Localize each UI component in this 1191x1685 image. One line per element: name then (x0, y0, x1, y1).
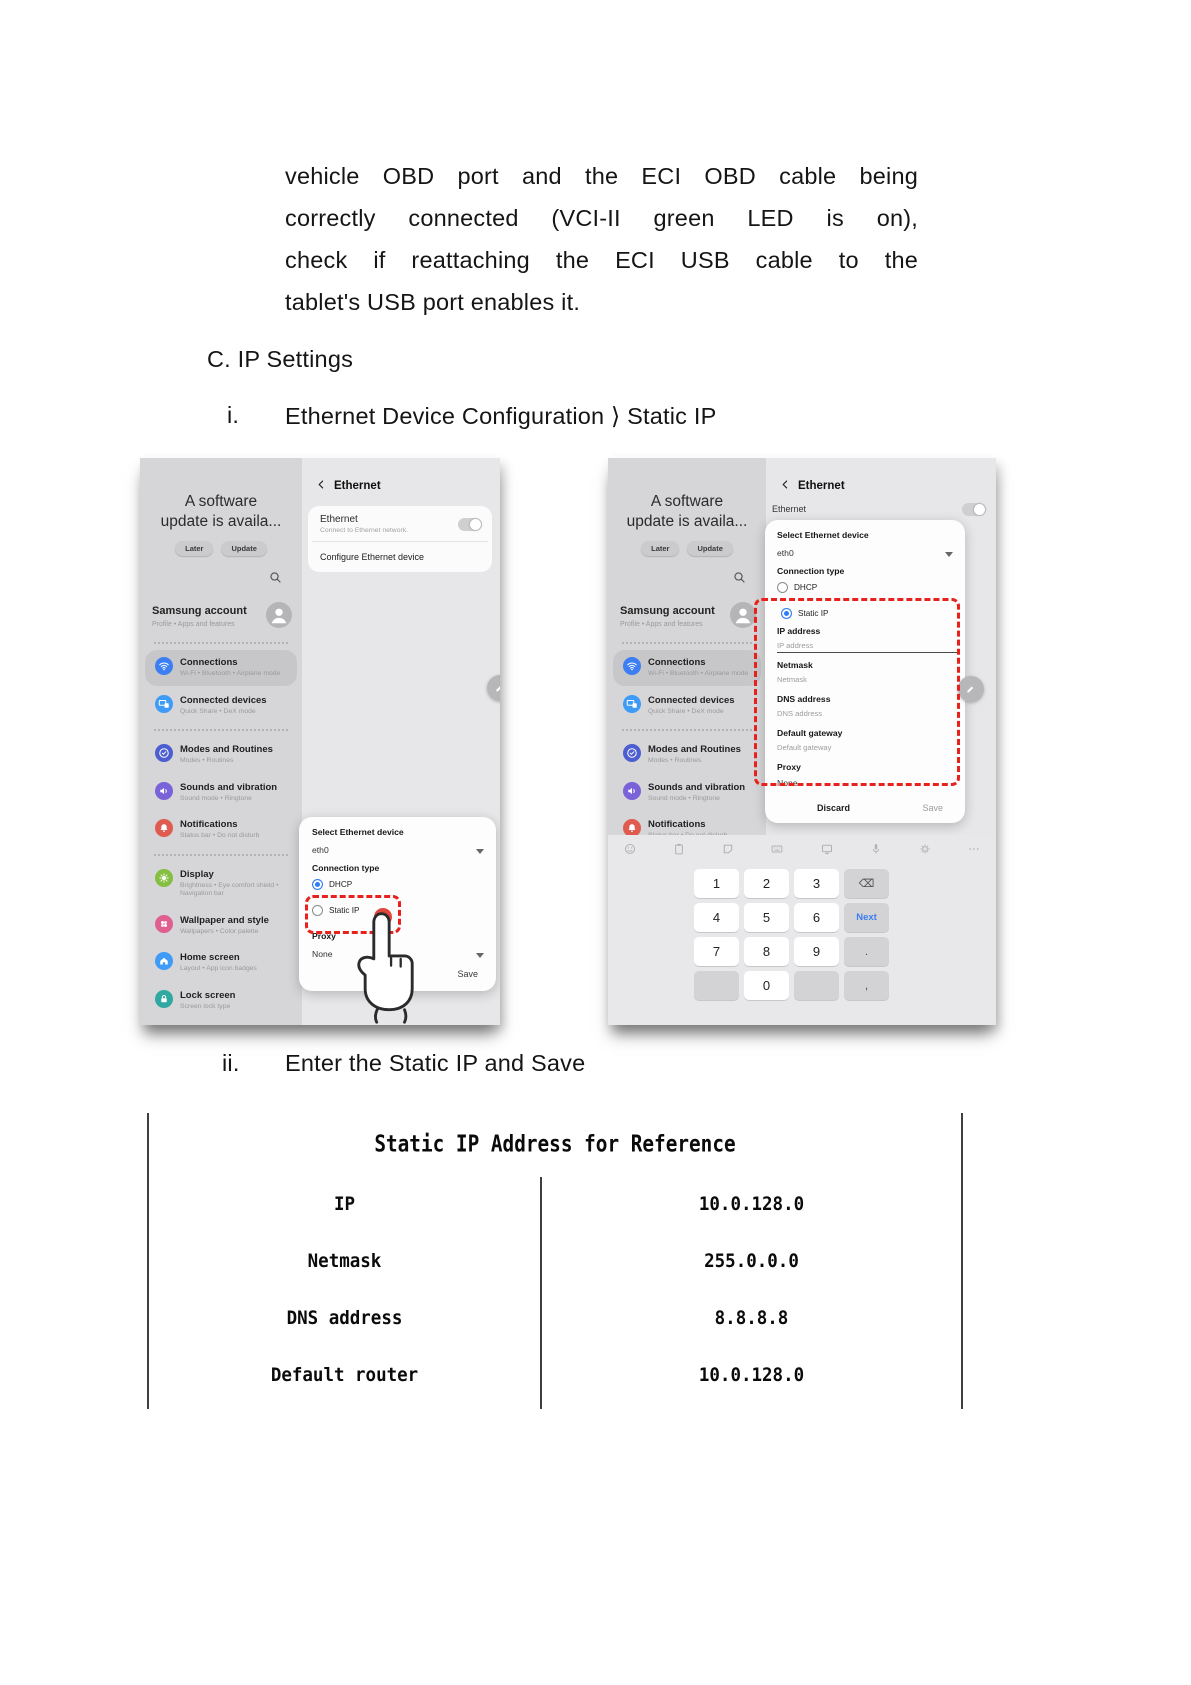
divider (154, 642, 288, 644)
devices-icon (155, 695, 173, 713)
key-1[interactable]: 1 (694, 869, 739, 898)
numeric-keyboard (608, 835, 996, 1025)
sidebar-item-notifications[interactable]: Notifications (613, 812, 761, 848)
sticker-icon[interactable] (722, 842, 734, 860)
samsung-account-row[interactable]: Samsung account Profile • Apps and features (140, 589, 302, 636)
sidebar-item-modes-routines[interactable]: Modes and Routines Modes • Routines (145, 737, 297, 773)
sidebar-item-wallpaper[interactable]: Wallpaper and style Wallpapers • Color palette (145, 908, 297, 944)
divider (154, 854, 288, 856)
speaker-icon (155, 782, 173, 800)
blank-key[interactable] (694, 971, 739, 1000)
keyboard-icon[interactable] (771, 842, 783, 860)
static-ip-reference-table (147, 1113, 963, 1409)
divider (154, 729, 288, 731)
page-title: Ethernet (334, 480, 381, 492)
key-0[interactable]: 0 (744, 971, 789, 1000)
select-device-label: Select Ethernet device (312, 827, 404, 837)
device-select[interactable]: eth0 (312, 845, 329, 855)
netmask-label: Netmask (777, 660, 813, 670)
netmask-field[interactable]: Netmask (777, 675, 807, 684)
table-row-label: DNS address (286, 1307, 403, 1329)
edit-fab[interactable] (958, 676, 984, 702)
monitor-icon[interactable] (821, 842, 833, 860)
sidebar-item-sounds[interactable]: Sounds and vibration Sound mode • Ringtone (613, 775, 761, 811)
bell-icon (155, 819, 173, 837)
sidebar-item-lock-screen[interactable]: Lock screen Screen lock type (145, 983, 297, 1019)
connection-type-label: Connection type (312, 863, 380, 873)
update-button[interactable]: Update (221, 541, 266, 556)
device-select[interactable]: eth0 (777, 548, 794, 558)
key-4[interactable]: 4 (694, 903, 739, 932)
ethernet-toggle[interactable] (962, 503, 986, 516)
table-row-label: Default router (270, 1364, 419, 1386)
chevron-down-icon[interactable] (945, 552, 953, 561)
static-ip-radio-row[interactable]: Static IP (781, 608, 829, 619)
save-button[interactable]: Save (457, 969, 478, 979)
sidebar-item-connections[interactable]: Connections Wi-Fi • Bluetooth • Airplane mode (145, 650, 297, 686)
sidebar-item-display[interactable]: Display Brightness • Eye comfort shield • Navigation bar (145, 862, 297, 906)
divider (622, 729, 752, 731)
paragraph-line: vehicle OBD port and the ECI OBD cable being (285, 163, 918, 189)
pointing-hand-illustration (345, 910, 441, 1025)
samsung-account-row[interactable]: Samsung account Profile • Apps and features (608, 589, 766, 636)
back-icon[interactable] (780, 477, 791, 495)
table-row-value: 10.0.128.0 (698, 1364, 805, 1386)
table-row-value: 255.0.0.0 (704, 1250, 799, 1272)
proxy-select[interactable]: None (312, 949, 333, 959)
gear-icon[interactable] (919, 842, 931, 860)
sidebar-item-connected-devices[interactable]: Connected devices Quick Share • DeX mode (145, 688, 297, 724)
dhcp-radio-row[interactable]: DHCP (777, 582, 817, 593)
dns-address-field[interactable]: DNS address (777, 709, 823, 718)
software-update-banner: A software update is availa... (160, 493, 282, 530)
select-device-label: Select Ethernet device (777, 530, 869, 540)
later-button[interactable]: Later (641, 541, 679, 556)
dot-key[interactable]: . (844, 937, 889, 966)
key-9[interactable]: 9 (794, 937, 839, 966)
sun-icon (155, 869, 173, 887)
table-row-label: IP (333, 1193, 356, 1215)
table-column-divider (540, 1177, 542, 1409)
avatar (266, 602, 292, 628)
proxy-label: Proxy (777, 762, 801, 772)
dns-address-label: DNS address (777, 694, 831, 704)
mic-icon[interactable] (870, 842, 882, 860)
keypad (694, 869, 889, 1000)
default-gateway-field[interactable]: Default gateway (777, 743, 832, 752)
ip-address-label: IP address (777, 626, 821, 636)
paragraph-line: tablet's USB port enables it. (285, 289, 581, 315)
wifi-icon (155, 657, 173, 675)
page-title: Ethernet (798, 480, 845, 492)
step-ii-text: Enter the Static IP and Save (285, 1050, 586, 1076)
palette-icon (155, 915, 173, 933)
table-title: Static IP Address for Reference (374, 1131, 736, 1158)
key-5[interactable]: 5 (744, 903, 789, 932)
sidebar-item-sounds[interactable]: Sounds and vibration Sound mode • Ringtone (145, 775, 297, 811)
proxy-label: Proxy (312, 931, 336, 941)
home-icon (155, 952, 173, 970)
devices-icon (623, 695, 641, 713)
sidebar-item-modes-routines[interactable]: Modes and Routines Modes • Routines (613, 737, 761, 773)
static-ip-radio-row[interactable]: Static IP (312, 905, 360, 916)
ethernet-toggle-row[interactable]: Ethernet Connect to Ethernet network. (308, 506, 492, 541)
sidebar-item-notifications[interactable]: Notifications Status bar • Do not disturb (145, 812, 297, 848)
chevron-down-icon[interactable] (476, 953, 484, 962)
ip-address-field[interactable]: IP address (777, 641, 814, 650)
settings-sidebar (140, 458, 302, 1025)
default-gateway-label: Default gateway (777, 728, 843, 738)
paragraph (285, 155, 918, 323)
table-row-label: Netmask (307, 1250, 382, 1272)
more-icon[interactable] (968, 842, 980, 860)
radio-off-icon[interactable] (777, 582, 788, 593)
next-key[interactable]: Next (844, 903, 889, 932)
modes-clock-icon (623, 744, 641, 762)
screenshot-ethernet-config (140, 458, 500, 1025)
proxy-select[interactable]: None (777, 778, 798, 788)
step-ii-number: ii. (222, 1050, 240, 1076)
update-button[interactable]: Update (687, 541, 732, 556)
blank-key[interactable] (794, 971, 839, 1000)
speaker-icon (623, 782, 641, 800)
clipboard-icon[interactable] (673, 842, 685, 860)
search-icon[interactable] (269, 571, 282, 589)
divider (622, 642, 752, 644)
sidebar-item-home-screen[interactable]: Home screen Layout • App icon badges (145, 945, 297, 981)
sidebar-item-connected-devices[interactable]: Connected devices Quick Share • DeX mode (613, 688, 761, 724)
ethernet-toggle[interactable] (458, 518, 482, 531)
key-2[interactable]: 2 (744, 869, 789, 898)
later-button[interactable]: Later (175, 541, 213, 556)
step-i-number: i. (227, 402, 240, 428)
key-7[interactable]: 7 (694, 937, 739, 966)
search-icon[interactable] (733, 571, 746, 589)
comma-key[interactable]: , (844, 971, 889, 1000)
discard-button[interactable]: Discard (817, 803, 851, 813)
paragraph-line: correctly connected (VCI-II green LED is on), (285, 205, 918, 231)
chevron-down-icon[interactable] (476, 849, 484, 858)
connection-type-label: Connection type (777, 566, 845, 576)
save-button[interactable]: Save (922, 803, 943, 813)
highlight-box-static-fields (754, 598, 960, 786)
avatar (730, 602, 756, 628)
pencil-icon (965, 683, 977, 695)
ethernet-label: Ethernet (772, 504, 807, 514)
sidebar-item-connections[interactable]: Connections Wi-Fi • Bluetooth • Airplane mode (613, 650, 761, 686)
table-row-value: 10.0.128.0 (698, 1193, 805, 1215)
dhcp-radio-row[interactable]: DHCP (312, 879, 352, 890)
key-6[interactable]: 6 (794, 903, 839, 932)
key-3[interactable]: 3 (794, 869, 839, 898)
software-update-banner: A software update is availa... (626, 493, 748, 530)
pencil-icon (494, 682, 500, 694)
table-row-value: 8.8.8.8 (714, 1307, 789, 1329)
step-i-text: Ethernet Device Configuration ⟩ Static IP (285, 403, 717, 429)
wifi-icon (623, 657, 641, 675)
backspace-key[interactable]: ⌫ (844, 869, 889, 898)
emoji-icon[interactable] (624, 842, 636, 860)
lock-icon (155, 990, 173, 1008)
radio-on-icon[interactable] (312, 879, 323, 890)
keyboard-toolbar (608, 835, 996, 860)
screenshot-static-ip-entry (608, 458, 996, 1025)
section-heading: C. IP Settings (207, 346, 354, 372)
key-8[interactable]: 8 (744, 937, 789, 966)
paragraph-line: check if reattaching the ECI USB cable to the (285, 247, 918, 273)
modes-clock-icon (155, 744, 173, 762)
back-icon[interactable] (316, 477, 327, 495)
configure-ethernet-row[interactable]: Configure Ethernet device (320, 552, 425, 562)
